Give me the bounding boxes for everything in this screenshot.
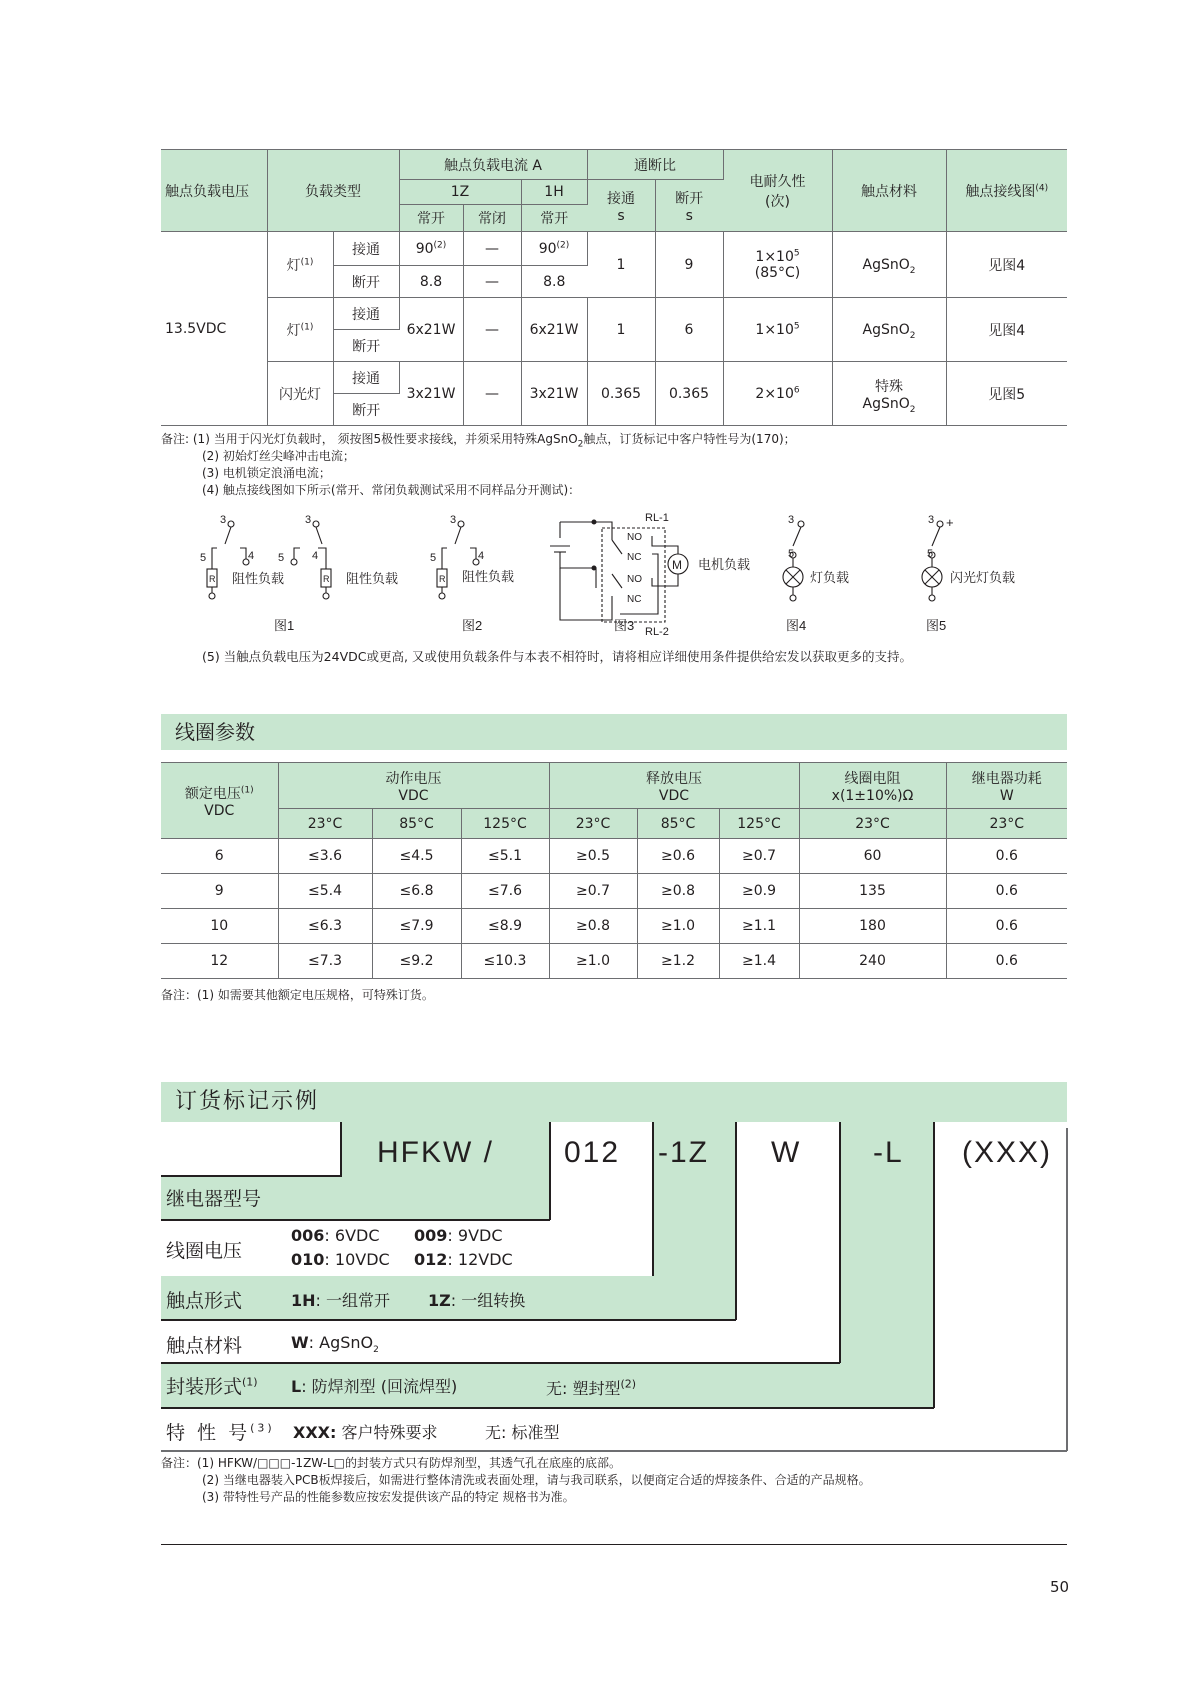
cell-material: 特殊 AgSnO$_2$ [832,362,946,426]
header-no: 常开 [399,205,463,232]
fig3-caption: 图3 [614,618,635,633]
header-resistance: 线圈电阻 x(1±10%)Ω [799,763,946,809]
coil-009: 009: 9VDC [414,1226,503,1245]
cell-dash: — [463,232,521,266]
header-1h: 1H [521,180,587,205]
cell: ≤3.6 [278,839,372,874]
cell: ≤7.9 [372,909,461,944]
svg-text:阻性负载: 阻性负载 [346,571,399,586]
cell: ≤6.8 [372,874,461,909]
material-value: W: AgSnO$_2$ [291,1333,379,1356]
svg-text:3: 3 [305,514,312,526]
cell: 12 [161,944,278,979]
divider [1066,1128,1068,1451]
svg-text:灯负载: 灯负载 [810,570,850,585]
header-nc: 常闭 [463,205,521,232]
cell-value: 1 [587,298,655,362]
label-model: 继电器型号 [166,1188,262,1210]
fig4-caption: 图4 [786,618,807,633]
fig5-caption: 图5 [926,618,947,633]
svg-text:4: 4 [312,550,319,562]
cell: ≤5.1 [461,839,549,874]
svg-text:RL-1: RL-1 [645,512,669,524]
coil-012: 012: 12VDC [414,1250,513,1269]
divider [161,1175,342,1177]
fig2 [430,514,514,599]
divider [161,1450,1067,1452]
temp-23: 23°C [549,809,637,839]
cell: 0.6 [946,944,1067,979]
on-label: 接通 [333,232,399,266]
svg-text:5: 5 [430,552,437,564]
note-5: (5) 当触点负载电压为24VDC或更高, 又或使用负载条件与本表不相符时，请将相应详细使用条件提供给宏发以获取更多的支持。 [202,649,912,664]
table-row [161,944,1067,979]
cell: ≤6.3 [278,909,372,944]
divider [161,1362,840,1364]
header-pickup: 动作电压 VDC [278,763,549,809]
ordering-notes: 备注：(1) HFKW/□□□-1ZW-L□的封装方式只有防焊剂型，其透气孔在底座的底部。 (2) 当继电器装入PCB板焊接后，如需进行整体清洗或表面处理，请与我司联系，以便商定合适的焊接条件、合适的产品规格。 (3) 带特性号产品的性能参数应按宏发提供该产品的特定 规格书为准。 [161,1456,871,1504]
coil-010: 010: 10VDC [291,1250,390,1269]
header-voltage: 触点负载电压 [161,150,267,232]
contact-load-table [161,149,1067,426]
off-label: 断开 [333,330,399,362]
cell: ≥1.2 [637,944,719,979]
svg-text:阻性负载: 阻性负载 [462,569,515,584]
cell: ≥0.7 [719,839,799,874]
divider [161,1319,736,1321]
cell-figure: 见图4 [946,298,1067,362]
fig1-right [278,514,398,599]
divider [933,1122,935,1408]
svg-text:5: 5 [788,548,795,560]
svg-text:3: 3 [928,514,935,526]
cell: 9 [161,874,278,909]
cell: ≥1.1 [719,909,799,944]
cell-endurance: $1\times 10^5$ (85°C) [723,232,832,298]
header-load-type: 负载类型 [267,150,399,232]
fig5 [922,514,1015,601]
cell-value: 0.365 [655,362,723,426]
cell: ≤5.4 [278,874,372,909]
divider [549,1122,551,1220]
label-coil: 线圈电压 [166,1240,243,1262]
cell: 0.6 [946,839,1067,874]
code-special: (XXX) [962,1136,1053,1169]
special-standard: 无: 标准型 [485,1423,560,1442]
load-flash-lamp: 闪光灯 [267,362,333,426]
divider [735,1122,737,1320]
divider [161,1219,550,1221]
temp-23: 23°C [946,809,1067,839]
load-lamp: 灯$^{(1)}$ [267,232,333,298]
fig3 [550,512,750,638]
temp-125: 125°C [461,809,549,839]
cell-value: 1 [587,232,655,298]
code-coil: 012 [564,1136,621,1169]
cell-endurance: $2\times 10^6$ [723,362,832,426]
label-package: 封装形式$^{(1)}$ [166,1375,258,1398]
cell-figure: 见图5 [946,362,1067,426]
cell: ≤8.9 [461,909,549,944]
contact-notes: 备注: (1) 当用于闪光灯负载时， 须按图5极性要求接线，并须采用特殊AgSnO$_2$触点，订货标记中客户特性号为(170)； (2) 初始灯丝尖峰冲击电流； (3) 电机锁定浪涌电流； (4) 触点接线图如下所示(常开、常闭负载测试采用不同样品分开测试)： [161,432,796,497]
cell-dash: — [463,298,521,362]
cell-value: 6x21W [521,298,587,362]
off-label: 断开 [333,266,399,298]
temp-85: 85°C [372,809,461,839]
package-l: L: 防焊剂型 (回流焊型) [291,1377,458,1396]
cell: ≤7.3 [278,944,372,979]
svg-text:阻性负载: 阻性负载 [232,571,285,586]
header-endurance: 电耐久性 (次) [723,150,832,232]
cell-material: AgSnO$_2$ [832,232,946,298]
cell: ≥0.8 [637,874,719,909]
cell: ≥1.0 [637,909,719,944]
code-form: -1Z [658,1136,709,1169]
cell-value: 0.365 [587,362,655,426]
cell: 240 [799,944,946,979]
label-special: 特 性 号$^{(3)}$ [166,1421,275,1444]
header-current: 触点负载电流 A [399,150,587,180]
svg-text:R: R [439,574,446,584]
cell-value: 8.8 [399,266,463,298]
off-label: 断开 [333,394,399,426]
table-row [161,839,1067,874]
code-model: HFKW / [377,1136,494,1169]
cell-dash: — [463,266,521,298]
svg-text:R: R [323,574,330,584]
svg-text:+: + [946,515,954,530]
temp-125: 125°C [719,809,799,839]
cell: ≤7.6 [461,874,549,909]
svg-text:闪光灯负载: 闪光灯负载 [950,570,1016,585]
divider [652,1122,654,1276]
svg-text:NC: NC [627,552,642,563]
temp-23: 23°C [278,809,372,839]
svg-text:电机负载: 电机负载 [698,557,751,572]
header-rated-voltage: 额定电压$^{(1)}$ VDC [161,763,278,839]
temp-23: 23°C [799,809,946,839]
svg-text:4: 4 [478,550,485,562]
cell-endurance: $1\times 10^5$ [723,298,832,362]
header-no-1h: 常开 [521,205,587,232]
cell-value: 3x21W [521,362,587,426]
package-plastic: 无: 塑封型$^{(2)}$ [546,1377,637,1398]
svg-text:3: 3 [220,514,227,526]
ordering-section-title: 订货标记示例 [161,1082,1067,1122]
fig1-caption: 图1 [274,618,295,633]
cell-value: 6 [655,298,723,362]
cell: 0.6 [946,909,1067,944]
cell: 60 [799,839,946,874]
svg-text:NC: NC [627,594,642,605]
svg-text:M: M [672,558,682,572]
wiring-diagrams [190,512,1040,640]
header-1z: 1Z [399,180,521,205]
cell-dash: — [463,362,521,426]
cell: ≥0.7 [549,874,637,909]
header-ratio: 通断比 [587,150,723,180]
fig1-left [200,514,284,599]
svg-text:5: 5 [200,552,207,564]
svg-text:4: 4 [248,550,255,562]
form-1z: 1Z: 一组转换 [428,1291,526,1310]
header-power: 继电器功耗 W [946,763,1067,809]
on-label: 接通 [333,362,399,394]
cell-value: 90$^{(2)}$ [521,232,587,266]
cell: ≥1.4 [719,944,799,979]
cell: ≤4.5 [372,839,461,874]
header-wiring: 触点接线图$^{(4)}$ [946,150,1067,232]
divider [340,1122,342,1176]
cell: 0.6 [946,874,1067,909]
code-package: -L [873,1136,904,1169]
header-release: 释放电压 VDC [549,763,799,809]
svg-text:3: 3 [788,514,795,526]
label-material: 触点材料 [166,1335,243,1357]
page-number: 50 [1050,1578,1070,1596]
svg-text:NO: NO [627,532,642,543]
cell: ≤9.2 [372,944,461,979]
form-1h: 1H: 一组常开 [291,1291,391,1310]
cell-material: AgSnO$_2$ [832,298,946,362]
load-lamp: 灯$^{(1)}$ [267,298,333,362]
cell: ≥0.9 [719,874,799,909]
cell: ≥1.0 [549,944,637,979]
svg-text:3: 3 [450,514,457,526]
coil-006: 006: 6VDC [291,1226,380,1245]
cell-value: 90$^{(2)}$ [399,232,463,266]
cell-value: 6x21W [399,298,463,362]
cell: 10 [161,909,278,944]
code-material: W [771,1136,802,1169]
on-label: 接通 [333,298,399,330]
cell-value: 9 [655,232,723,298]
cell: 6 [161,839,278,874]
fig2-caption: 图2 [462,618,483,633]
divider [161,1407,934,1409]
special-xxx: XXX: 客户特殊要求 [293,1423,438,1442]
table-row [161,874,1067,909]
cell: ≥0.6 [637,839,719,874]
table-row [161,909,1067,944]
cell: ≥0.5 [549,839,637,874]
header-material: 触点材料 [832,150,946,232]
label-form: 触点形式 [166,1290,243,1312]
cell-value: 8.8 [521,266,587,298]
svg-text:R: R [209,574,216,584]
header-ratio-on: 接通 s [587,180,655,232]
divider [839,1122,841,1363]
header-ratio-off: 断开 s [655,180,723,232]
svg-text:RL-2: RL-2 [645,626,669,638]
coil-section-title: 线圈参数 [161,714,1067,750]
coil-table [161,762,1067,979]
cell: 180 [799,909,946,944]
svg-text:NO: NO [627,574,642,585]
cell: 135 [799,874,946,909]
svg-text:5: 5 [278,552,285,564]
cell: ≤10.3 [461,944,549,979]
svg-text:5: 5 [927,548,934,560]
voltage-cell: 13.5VDC [161,232,267,426]
temp-85: 85°C [637,809,719,839]
fig4 [783,514,849,601]
cell-value: 3x21W [399,362,463,426]
cell: ≥0.8 [549,909,637,944]
cell-figure: 见图4 [946,232,1067,298]
coil-note: 备注：(1) 如需要其他额定电压规格，可特殊订货。 [161,988,434,1002]
footer-rule [161,1544,1067,1545]
